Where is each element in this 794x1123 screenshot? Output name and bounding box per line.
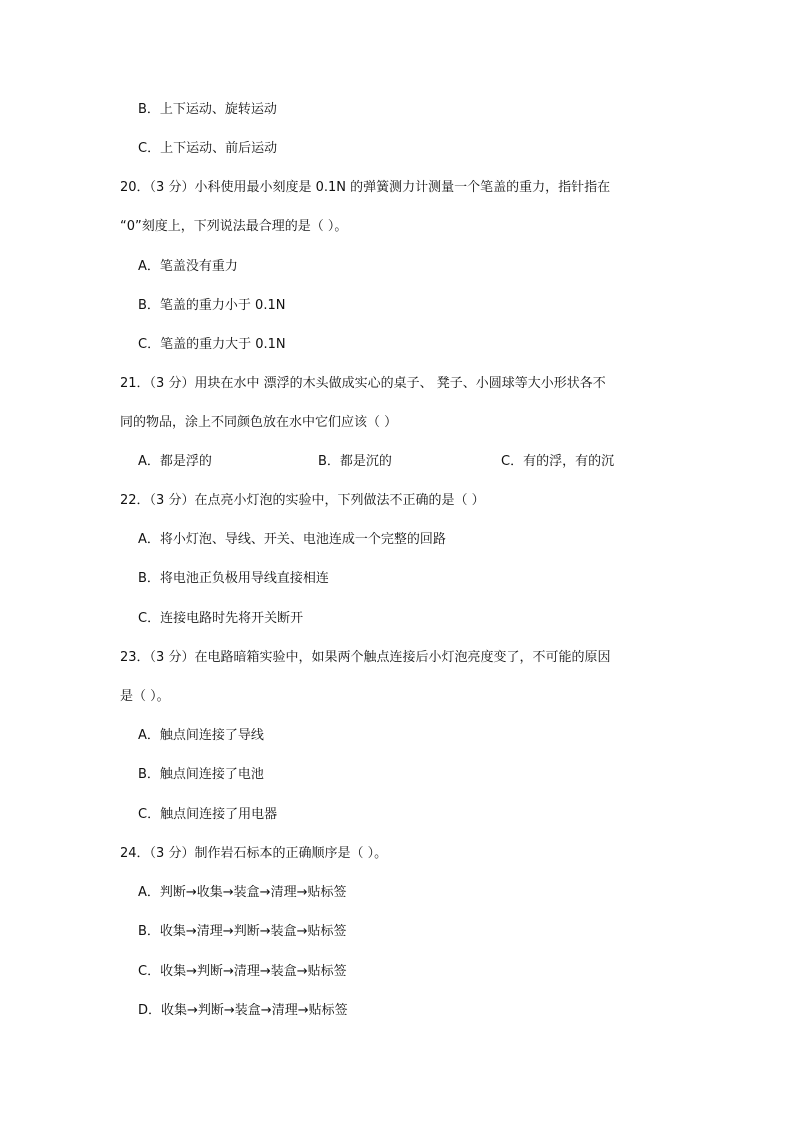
q22-option-a: A．将小灯泡、导线、开关、电池连成一个完整的回路 (138, 532, 446, 547)
q23-option-c: C．触点间连接了用电器 (138, 807, 278, 822)
q23-stem-line2: 是（ ）。 (120, 689, 170, 704)
q20-stem-line1: 20．（3 分）小科使用最小刻度是 0.1N 的弹簧测力计测量一个笔盖的重力，指针指在 (120, 180, 611, 195)
q22-option-b: B．将电池正负极用导线直接相连 (138, 571, 329, 586)
q21-option-b: B．都是沉的 (318, 454, 392, 469)
q24-option-a: A．判断→收集→装盒→清理→贴标签 (138, 885, 347, 900)
q24-option-c: C．收集→判断→清理→装盒→贴标签 (138, 964, 347, 979)
q24-option-d: D．收集→判断→装盒→清理→贴标签 (138, 1003, 348, 1018)
q22-stem: 22．（3 分）在点亮小灯泡的实验中，下列做法不正确的是（ ） (120, 493, 485, 508)
q22-option-c: C．连接电路时先将开关断开 (138, 611, 304, 626)
q21-stem-line1: 21．（3 分）用块在水中 漂浮的木头做成实心的桌子、 凳子、小圆球等大小形状各不 (120, 376, 606, 391)
q23-option-b: B．触点间连接了电池 (138, 767, 264, 782)
q19-option-b: B．上下运动、旋转运动 (138, 102, 277, 117)
q24-stem: 24．（3 分）制作岩石标本的正确顺序是（ ）。 (120, 846, 388, 861)
q21-option-a: A．都是浮的 (138, 454, 212, 469)
q23-stem-line1: 23．（3 分）在电路暗箱实验中，如果两个触点连接后小灯泡亮度变了，不可能的原因 (120, 650, 611, 665)
q21-option-c: C．有的浮，有的沉 (501, 454, 615, 469)
q20-option-a: A．笔盖没有重力 (138, 259, 238, 274)
q20-option-c: C．笔盖的重力大于 0.1N (138, 337, 286, 352)
q19-option-c: C．上下运动、前后运动 (138, 141, 278, 156)
q20-stem-line2: “0”刻度上，下列说法最合理的是（ ）。 (120, 219, 348, 234)
q20-option-b: B．笔盖的重力小于 0.1N (138, 298, 286, 313)
q21-stem-line2: 同的物品，涂上不同颜色放在水中它们应该（ ） (120, 415, 398, 430)
q24-option-b: B．收集→清理→判断→装盒→贴标签 (138, 924, 347, 939)
q23-option-a: A．触点间连接了导线 (138, 728, 264, 743)
